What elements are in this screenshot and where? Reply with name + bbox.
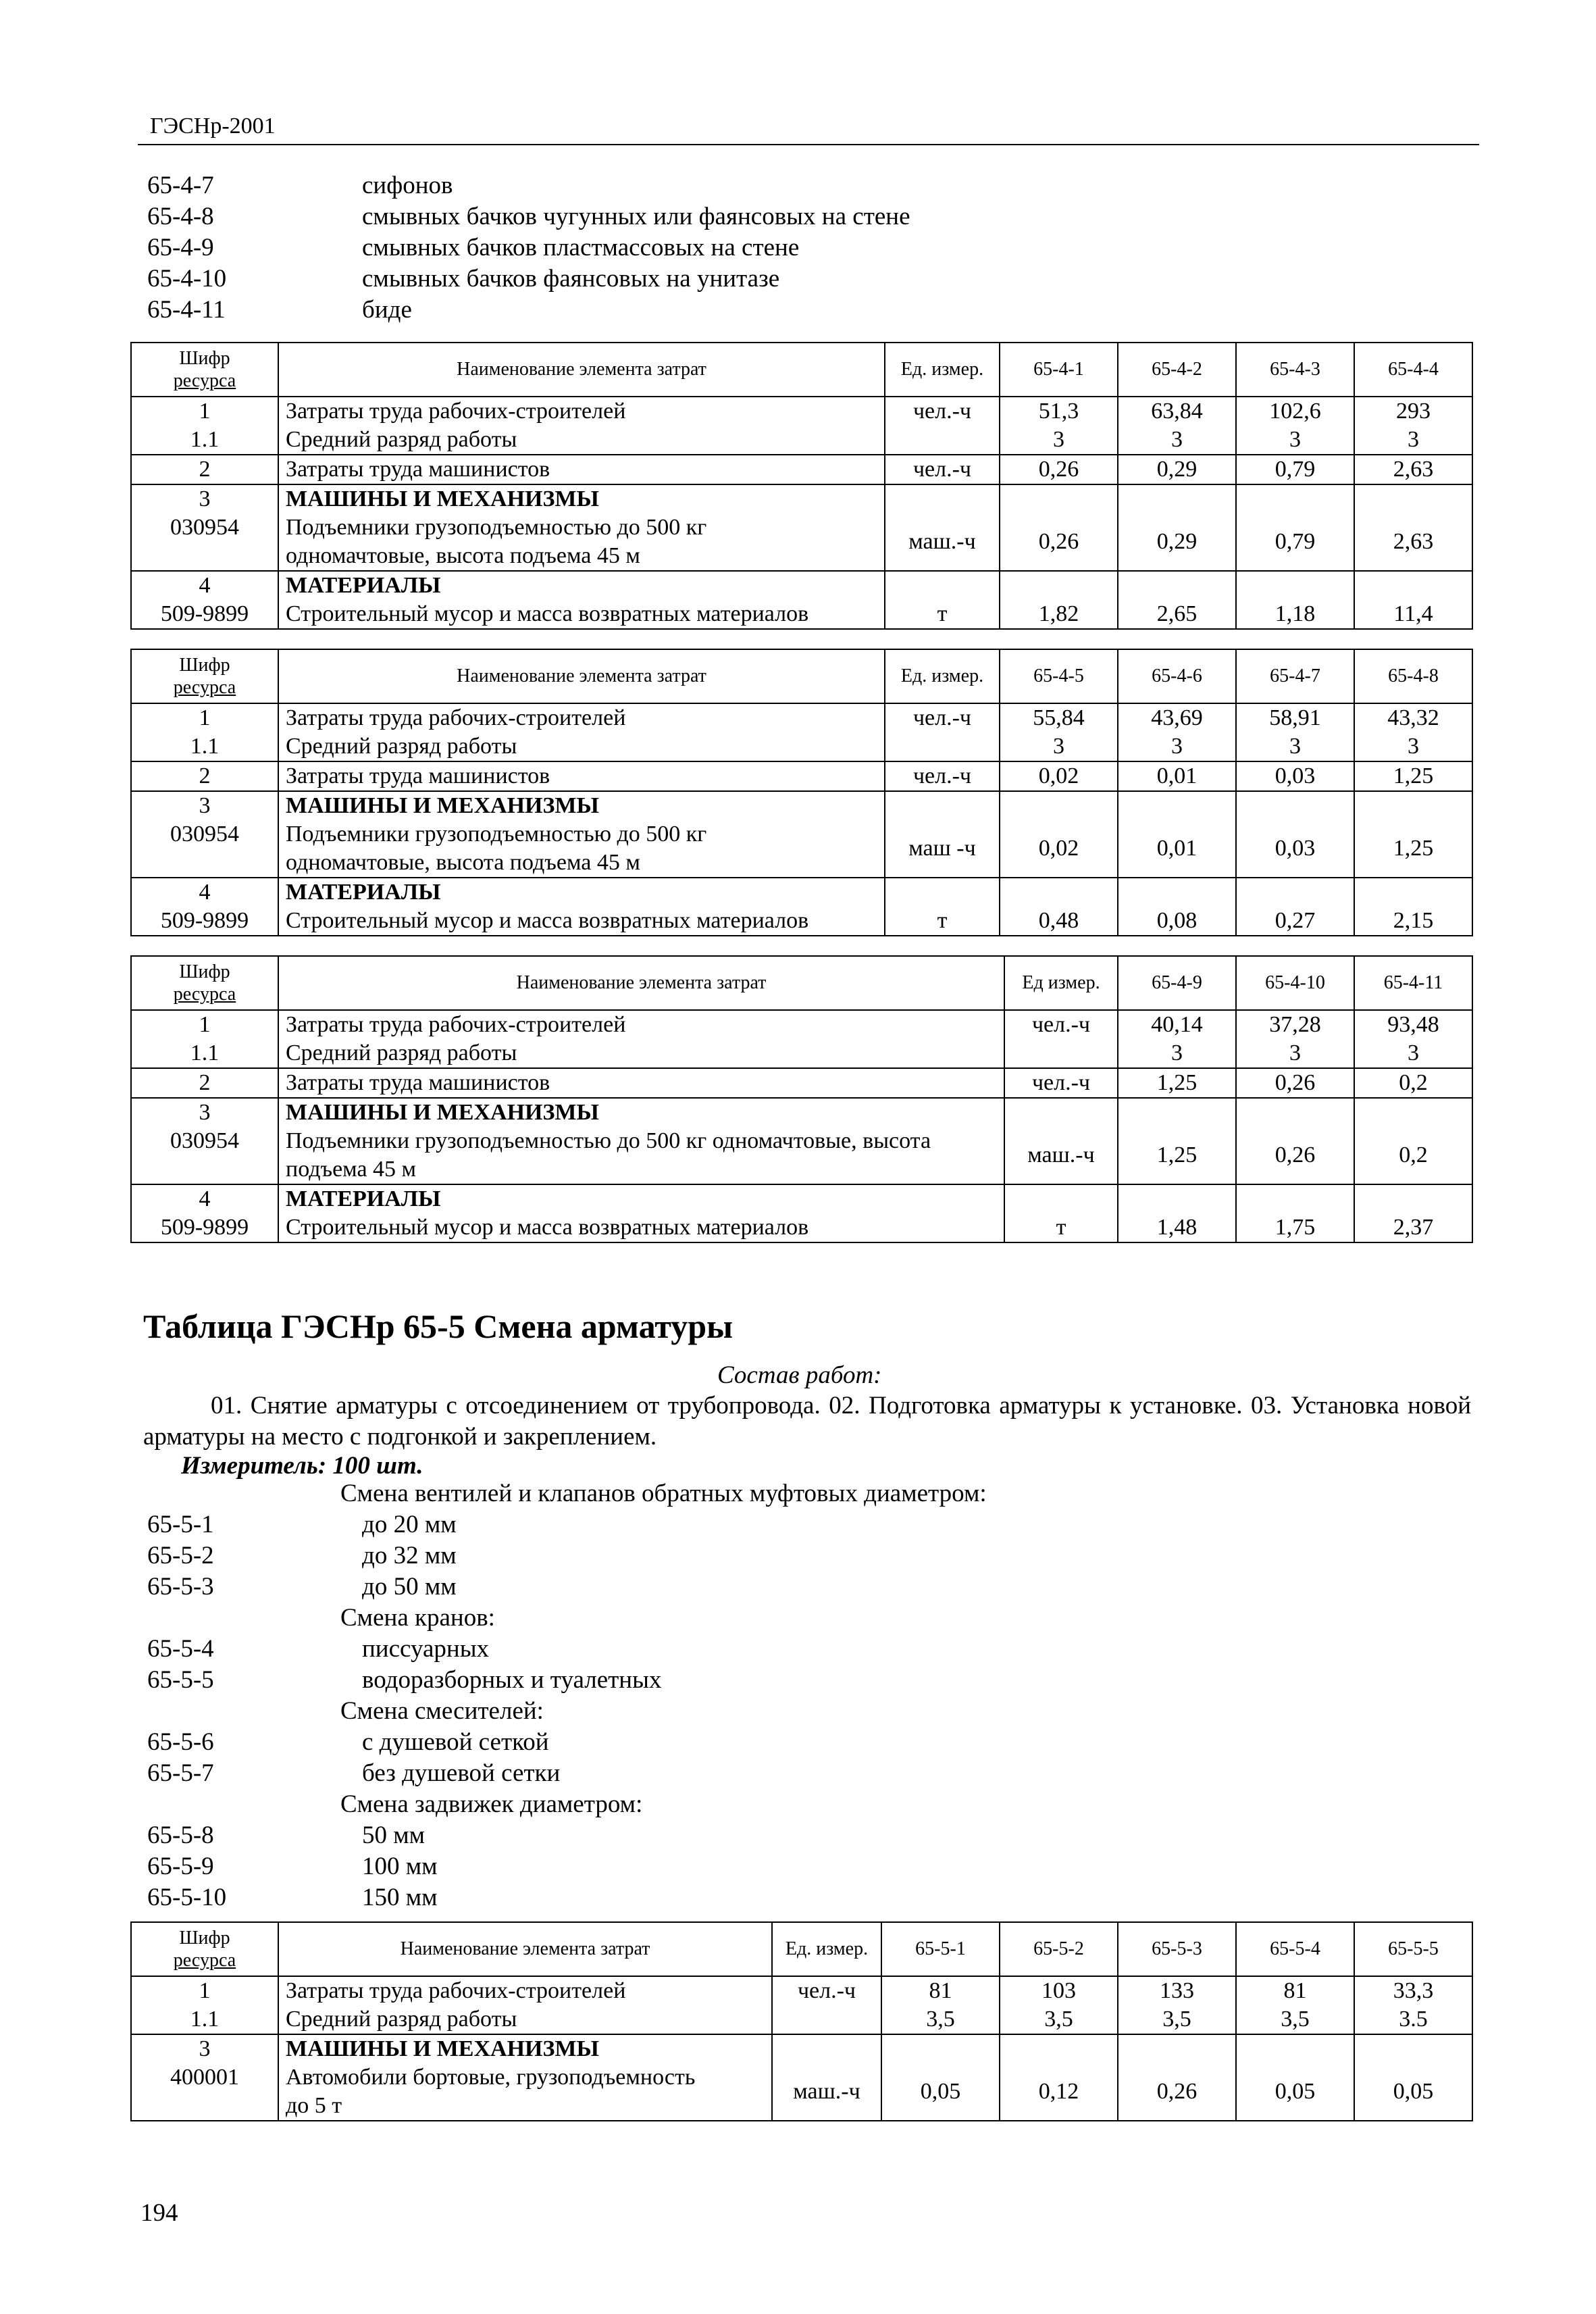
header-norm-code: 65-5-3 [1118,1922,1236,1976]
item-name: смывных бачков фаянсовых на унитазе [362,265,780,293]
element-name-cell [278,878,885,936]
norm-value: 43,69 [1151,705,1203,730]
group-heading: МАШИНЫ И МЕХАНИЗМЫ [286,1100,599,1125]
unit-cell: т [885,571,1000,629]
header-unit: Ед. измер. [772,1922,881,1976]
element-name: до 5 т [286,2093,342,2118]
resource-code-cell [131,1010,278,1068]
value-cell: 0,05 [881,2034,1000,2121]
table-row [131,1098,1472,1184]
table-row [131,1184,1472,1242]
header-norm-code: 65-4-1 [1000,343,1118,397]
table-row [131,397,1472,455]
element-name-cell [278,1010,1004,1068]
header-element-name: Наименование элемента затрат [278,343,885,397]
resource-code: 400001 [170,2065,239,2090]
header-norm-code: 65-4-7 [1236,649,1354,703]
norm-table-65-4-5-to-8 [130,649,1473,936]
element-name-cell [278,2034,772,2121]
table-row [131,1068,1472,1098]
value-cell: 0,27 [1236,878,1354,936]
composition-title: Состав работ: [717,1361,882,1389]
header-norm-code: 65-4-10 [1236,956,1354,1010]
norm-value: 3,5 [926,2007,955,2032]
header-resource-code-line: ресурса [173,984,236,1005]
norm-value: 3 [1289,734,1301,759]
group-heading: МАШИНЫ И МЕХАНИЗМЫ [286,486,599,511]
value-cell [1000,397,1118,455]
item-code: 65-5-6 [147,1728,214,1756]
value-cell: 1,25 [1354,791,1472,878]
item-name: сифонов [362,172,453,199]
resource-code: 1.1 [190,427,220,452]
table-row [131,2034,1472,2121]
norm-value: 81 [1283,1978,1307,2003]
header-norm-code: 65-4-6 [1118,649,1236,703]
item-code: 65-5-8 [147,1821,214,1849]
norm-value: 3 [1053,427,1064,452]
page-number: 194 [140,2199,178,2227]
norm-value: 293 [1396,399,1431,424]
value-cell: 2,65 [1118,571,1236,629]
resource-code: 4 [199,880,211,905]
item-name: без душевой сетки [362,1759,561,1787]
value-cell: 0,01 [1118,761,1236,791]
norm-value: 81 [929,1978,952,2003]
section-title: Таблица ГЭСНр 65-5 Смена арматуры [143,1307,733,1345]
value-cell [1236,397,1354,455]
resource-code-cell [131,571,278,629]
item-name: с душевой сеткой [362,1728,549,1756]
meter-unit: Измеритель: 100 шт. [181,1452,423,1480]
resource-code-cell [131,397,278,455]
value-cell: 2,63 [1354,455,1472,484]
resource-code-cell [131,703,278,761]
norm-value: 3,5 [1162,2007,1191,2032]
header-norm-code: 65-4-3 [1236,343,1354,397]
header-resource-code [131,1922,278,1976]
resource-code-cell [131,1068,278,1098]
value-cell: 11,4 [1354,571,1472,629]
norm-value: 63,84 [1151,399,1203,424]
table-row [131,761,1472,791]
value-cell: 0,26 [1236,1098,1354,1184]
value-cell [1354,397,1472,455]
norm-value: 51,3 [1038,399,1079,424]
resource-code-cell [131,455,278,484]
value-cell: 1,48 [1118,1184,1236,1242]
item-code: 65-5-7 [147,1759,214,1787]
norm-value: 3 [1408,1040,1419,1065]
value-cell [1118,1976,1236,2034]
table-row [131,484,1472,571]
resource-code-cell [131,878,278,936]
element-name: Строительный мусор и масса возвратных материалов [286,908,809,933]
resource-code-cell [131,2034,278,2121]
element-name-cell [278,455,885,484]
unit-cell: чел.-ч [885,703,1000,761]
header-element-name: Наименование элемента затрат [278,956,1004,1010]
element-name: одномачтовые, высота подъема 45 м [286,543,640,568]
element-name: Затраты труда машинистов [286,457,550,482]
resource-code: 2 [199,1070,211,1095]
resource-code: 1.1 [190,734,220,759]
element-name: Подъемники грузоподъемностью до 500 кг одномачтовые, высота [286,1128,931,1153]
resource-code-cell [131,484,278,571]
norm-value: 3,5 [1281,2007,1310,2032]
item-name: до 50 мм [362,1573,457,1601]
group-heading: МАТЕРИАЛЫ [286,573,441,598]
element-name: одномачтовые, высота подъема 45 м [286,850,640,875]
resource-code: 3 [199,486,211,511]
group-heading: МАТЕРИАЛЫ [286,1186,441,1211]
resource-code: 4 [199,573,211,598]
value-cell [881,1976,1000,2034]
header-resource-code-line: Шифр [179,348,230,369]
value-cell [1354,1976,1472,2034]
item-name: Смена смесителей: [340,1697,544,1725]
value-cell: 0,08 [1118,878,1236,936]
table-header-row [131,343,1472,397]
element-name: Строительный мусор и масса возвратных материалов [286,1215,809,1240]
resource-code: 3 [199,793,211,818]
norm-value: 3 [1408,734,1419,759]
value-cell: 0,2 [1354,1068,1472,1098]
table-row [131,1010,1472,1068]
resource-code: 2 [199,763,211,788]
group-heading: МАТЕРИАЛЫ [286,880,441,905]
norm-value: 40,14 [1151,1012,1203,1037]
element-name: подъема 45 м [286,1157,417,1182]
element-name-cell [278,791,885,878]
value-cell: 0,79 [1236,484,1354,571]
norm-table-65-4-9-to-11 [130,955,1473,1243]
unit-cell: маш.-ч [1004,1098,1118,1184]
element-name-cell [278,1184,1004,1242]
value-cell [1118,397,1236,455]
item-name: до 20 мм [362,1511,457,1538]
value-cell: 0,05 [1236,2034,1354,2121]
resource-code: 509-9899 [160,601,249,626]
running-header: ГЭСНр-2001 [150,114,276,139]
header-resource-code-line: ресурса [173,1950,236,1971]
resource-code: 509-9899 [160,908,249,933]
resource-code: 1 [199,1978,211,2003]
value-cell [1354,1010,1472,1068]
resource-code: 1.1 [190,2007,220,2032]
table-row [131,878,1472,936]
item-name: до 32 мм [362,1542,457,1569]
item-code: 65-4-10 [147,265,227,293]
norm-table-65-5-1-to-5 [130,1921,1473,2121]
header-element-name: Наименование элемента затрат [278,1922,772,1976]
norm-value: 3 [1289,1040,1301,1065]
unit-cell: чел.-ч [1004,1010,1118,1068]
element-name: Строительный мусор и масса возвратных материалов [286,601,809,626]
norm-value: 3 [1053,734,1064,759]
item-name: Смена задвижек диаметром: [340,1790,643,1818]
element-name-cell [278,703,885,761]
table-row [131,455,1472,484]
header-resource-code-line: ресурса [173,677,236,698]
item-code: 65-5-1 [147,1511,214,1538]
header-resource-code [131,956,278,1010]
header-unit: Ед. измер. [885,649,1000,703]
header-norm-code: 65-4-8 [1354,649,1472,703]
norm-value: 33,3 [1393,1978,1434,2003]
header-resource-code [131,343,278,397]
value-cell: 0,79 [1236,455,1354,484]
item-name: водоразборных и туалетных [362,1666,662,1694]
header-norm-code: 65-5-4 [1236,1922,1354,1976]
resource-code: 3 [199,1100,211,1125]
resource-code: 030954 [170,1128,239,1153]
header-resource-code-line: Шифр [179,1928,230,1948]
value-cell: 1,75 [1236,1184,1354,1242]
header-resource-code-line: Шифр [179,961,230,982]
value-cell: 0,26 [1118,2034,1236,2121]
item-code: 65-5-10 [147,1884,227,1911]
item-code: 65-4-9 [147,234,214,261]
header-rule [138,144,1479,145]
norm-value: 3 [1408,427,1419,452]
value-cell: 0,02 [1000,791,1118,878]
value-cell [1000,1976,1118,2034]
item-code: 65-5-2 [147,1542,214,1569]
header-unit: Ед. измер. [885,343,1000,397]
norm-value: 3.5 [1399,2007,1428,2032]
header-resource-code-line: Шифр [179,655,230,676]
unit-cell: чел.-ч [1004,1068,1118,1098]
header-norm-code: 65-4-9 [1118,956,1236,1010]
value-cell [1236,1976,1354,2034]
value-cell [1236,1010,1354,1068]
header-element-name: Наименование элемента затрат [278,649,885,703]
group-heading: МАШИНЫ И МЕХАНИЗМЫ [286,2036,599,2061]
value-cell: 0,48 [1000,878,1118,936]
value-cell [1118,1010,1236,1068]
unit-cell: маш -ч [885,791,1000,878]
value-cell: 1,18 [1236,571,1354,629]
unit-cell: маш.-ч [772,2034,881,2121]
resource-code: 030954 [170,822,239,847]
unit-cell: чел.-ч [885,397,1000,455]
norm-value: 3 [1289,427,1301,452]
norm-value: 93,48 [1387,1012,1439,1037]
item-code: 65-5-4 [147,1635,214,1663]
resource-code-cell [131,1184,278,1242]
element-name: Автомобили бортовые, грузоподъемность [286,2065,696,2090]
item-name: Смена кранов: [340,1604,495,1632]
norm-value: 3 [1171,734,1183,759]
resource-code: 1 [199,399,211,424]
element-name: Подъемники грузоподъемностью до 500 кг [286,822,707,847]
resource-code-cell [131,761,278,791]
item-code: 65-5-3 [147,1573,214,1601]
element-name-cell [278,1068,1004,1098]
unit-cell: т [1004,1184,1118,1242]
value-cell: 0,2 [1354,1098,1472,1184]
value-cell: 0,02 [1000,761,1118,791]
value-cell: 0,26 [1236,1068,1354,1098]
works-composition-text: 01. Снятие арматуры с отсоединением от трубопровода. 02. Подготовка арматуры к установке. 03. Установка новой арматуры на место с подгонкой и закреплением. [143,1392,1471,1451]
element-name-cell [278,484,885,571]
item-code: 65-4-8 [147,203,214,230]
header-norm-code: 65-4-4 [1354,343,1472,397]
norm-value: 37,28 [1269,1012,1321,1037]
value-cell: 0,03 [1236,791,1354,878]
unit-cell: чел.-ч [772,1976,881,2034]
value-cell: 1,82 [1000,571,1118,629]
norm-table-65-4-1-to-4 [130,342,1473,630]
table-header-row [131,1922,1472,1976]
norm-value: 133 [1160,1978,1194,2003]
value-cell: 2,15 [1354,878,1472,936]
value-cell: 0,05 [1354,2034,1472,2121]
item-name: писсуарных [362,1635,490,1663]
unit-cell: маш.-ч [885,484,1000,571]
value-cell [1000,703,1118,761]
resource-code: 2 [199,457,211,482]
element-name: Затраты труда рабочих-строителей [286,1012,626,1037]
item-name: 150 мм [362,1884,438,1911]
value-cell: 2,63 [1354,484,1472,571]
resource-code: 4 [199,1186,211,1211]
element-name: Средний разряд работы [286,2007,517,2032]
value-cell: 2,37 [1354,1184,1472,1242]
element-name-cell [278,397,885,455]
table-row [131,1976,1472,2034]
item-code: 65-5-5 [147,1666,214,1694]
value-cell: 1,25 [1354,761,1472,791]
item-name: 100 мм [362,1853,438,1880]
value-cell [1118,703,1236,761]
header-unit: Ед измер. [1004,956,1118,1010]
norm-value: 43,32 [1387,705,1439,730]
header-norm-code: 65-4-11 [1354,956,1472,1010]
header-resource-code-line: ресурса [173,370,236,391]
resource-code: 1 [199,1012,211,1037]
element-name: Затраты труда рабочих-строителей [286,399,626,424]
norm-value: 3,5 [1044,2007,1073,2032]
unit-cell: чел.-ч [885,761,1000,791]
value-cell: 1,25 [1118,1098,1236,1184]
element-name: Средний разряд работы [286,734,517,759]
unit-cell: т [885,878,1000,936]
resource-code: 509-9899 [160,1215,249,1240]
value-cell: 0,01 [1118,791,1236,878]
header-norm-code: 65-5-5 [1354,1922,1472,1976]
value-cell: 1,25 [1118,1068,1236,1098]
resource-code-cell [131,1976,278,2034]
resource-code-cell [131,791,278,878]
value-cell [1236,703,1354,761]
item-name: 50 мм [362,1821,426,1849]
header-norm-code: 65-5-2 [1000,1922,1118,1976]
element-name-cell [278,761,885,791]
norm-value: 55,84 [1033,705,1085,730]
value-cell: 0,12 [1000,2034,1118,2121]
item-name: биде [362,296,412,324]
resource-code: 1.1 [190,1040,220,1065]
unit-cell: чел.-ч [885,455,1000,484]
resource-code: 3 [199,2036,211,2061]
value-cell [1354,703,1472,761]
item-code: 65-4-11 [147,296,226,324]
value-cell: 0,26 [1000,455,1118,484]
value-cell: 0,29 [1118,484,1236,571]
element-name: Средний разряд работы [286,1040,517,1065]
value-cell: 0,29 [1118,455,1236,484]
header-resource-code [131,649,278,703]
table-header-row [131,956,1472,1010]
norm-value: 3 [1171,427,1183,452]
value-cell: 0,26 [1000,484,1118,571]
norm-value: 58,91 [1269,705,1321,730]
resource-code: 1 [199,705,211,730]
element-name: Затраты труда машинистов [286,763,550,788]
element-name: Средний разряд работы [286,427,517,452]
item-code: 65-4-7 [147,172,214,199]
element-name-cell [278,1976,772,2034]
element-name: Затраты труда рабочих-строителей [286,705,626,730]
group-heading: МАШИНЫ И МЕХАНИЗМЫ [286,793,599,818]
element-name-cell [278,571,885,629]
element-name: Затраты труда машинистов [286,1070,550,1095]
resource-code-cell [131,1098,278,1184]
norm-value: 102,6 [1269,399,1321,424]
item-name: смывных бачков пластмассовых на стене [362,234,800,261]
header-norm-code: 65-4-2 [1118,343,1236,397]
header-norm-code: 65-4-5 [1000,649,1118,703]
table-row [131,791,1472,878]
table-row [131,571,1472,629]
resource-code: 030954 [170,515,239,540]
table-row [131,703,1472,761]
element-name: Подъемники грузоподъемностью до 500 кг [286,515,707,540]
item-name: смывных бачков чугунных или фаянсовых на стене [362,203,910,230]
element-name-cell [278,1098,1004,1184]
element-name: Затраты труда рабочих-строителей [286,1978,626,2003]
table-header-row [131,649,1472,703]
item-name: Смена вентилей и клапанов обратных муфтовых диаметром: [340,1480,987,1507]
norm-value: 103 [1041,1978,1076,2003]
value-cell: 0,03 [1236,761,1354,791]
norm-value: 3 [1171,1040,1183,1065]
header-norm-code: 65-5-1 [881,1922,1000,1976]
item-code: 65-5-9 [147,1853,214,1880]
